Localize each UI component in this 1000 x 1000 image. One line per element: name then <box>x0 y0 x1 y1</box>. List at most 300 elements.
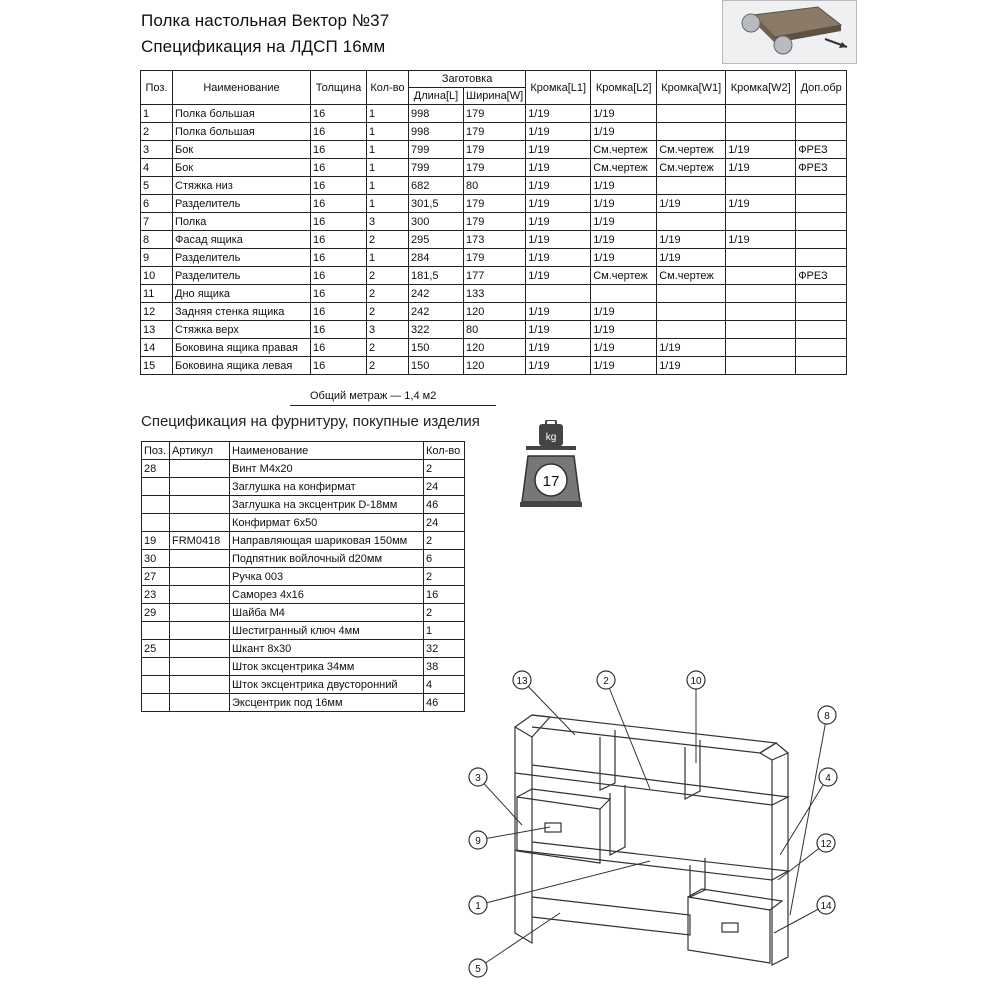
table-cell: 2 <box>424 532 465 550</box>
table-cell: 120 <box>464 339 526 357</box>
table-cell <box>591 285 657 303</box>
table-cell: 1/19 <box>526 231 591 249</box>
table-cell: 1/19 <box>591 231 657 249</box>
table-cell: 6 <box>141 195 173 213</box>
table-cell: 1/19 <box>526 213 591 231</box>
table-cell: 1/19 <box>726 231 796 249</box>
table-cell: 2 <box>424 604 465 622</box>
table-cell: Шестигранный ключ 4мм <box>230 622 424 640</box>
table-cell: 1 <box>141 105 173 123</box>
table-cell <box>726 105 796 123</box>
table-cell <box>170 586 230 604</box>
table-cell: Подпятник войлочный d20мм <box>230 550 424 568</box>
table-cell: 242 <box>409 285 464 303</box>
table-cell <box>796 321 847 339</box>
hw-col-header-qty: Кол-во <box>424 442 465 460</box>
table-cell: 998 <box>409 123 464 141</box>
callout-number: 14 <box>820 901 832 912</box>
col-header-thickness: Толщина <box>311 71 367 105</box>
table-cell <box>796 213 847 231</box>
table-cell: 46 <box>424 496 465 514</box>
table-row <box>141 141 847 159</box>
table-cell: 16 <box>311 285 367 303</box>
table-cell <box>726 357 796 375</box>
table-cell: Ручка 003 <box>230 568 424 586</box>
table-cell: 16 <box>311 177 367 195</box>
col-header-edge-l2: Кромка[L2] <box>591 71 657 105</box>
shelf-outline <box>515 715 788 965</box>
hardware-spec-table <box>141 441 465 712</box>
callout-number: 4 <box>825 773 831 784</box>
table-cell: 1/19 <box>591 105 657 123</box>
table-row <box>141 213 847 231</box>
table-cell: 1/19 <box>526 321 591 339</box>
hw-col-header-article: Артикул <box>170 442 230 460</box>
table-cell: См.чертеж <box>591 141 657 159</box>
table-cell <box>657 303 726 321</box>
callout-number: 12 <box>820 839 832 850</box>
table-cell: 7 <box>141 213 173 231</box>
table-cell: 1/19 <box>657 357 726 375</box>
table-cell: 16 <box>311 267 367 285</box>
table-cell: 1 <box>367 177 409 195</box>
table-cell: 1/19 <box>526 303 591 321</box>
table-cell <box>657 213 726 231</box>
table-cell: 15 <box>141 357 173 375</box>
table-cell <box>657 123 726 141</box>
table-cell: 1/19 <box>591 213 657 231</box>
table-cell: 150 <box>409 357 464 375</box>
table-cell: 2 <box>424 568 465 586</box>
table-cell: Разделитель <box>173 249 311 267</box>
weight-unit: kg <box>545 432 557 443</box>
table-cell: 2 <box>367 267 409 285</box>
table-cell: 179 <box>464 123 526 141</box>
table-cell: Направляющая шариковая 150мм <box>230 532 424 550</box>
table-cell <box>726 177 796 195</box>
table-cell: 295 <box>409 231 464 249</box>
table-cell: 177 <box>464 267 526 285</box>
table-cell: 1/19 <box>726 195 796 213</box>
table-cell <box>170 694 230 712</box>
table-cell <box>142 496 170 514</box>
callout-number: 2 <box>603 676 609 687</box>
table-cell: 179 <box>464 141 526 159</box>
table-cell: 80 <box>464 321 526 339</box>
table-cell <box>142 694 170 712</box>
table-cell: 1/19 <box>591 249 657 267</box>
table-cell <box>170 676 230 694</box>
table-cell <box>796 123 847 141</box>
table-cell: Разделитель <box>173 195 311 213</box>
table-cell: 1/19 <box>526 267 591 285</box>
table-row <box>142 658 465 676</box>
table-cell: 1/19 <box>591 339 657 357</box>
table-cell <box>142 514 170 532</box>
table-cell: Винт М4х20 <box>230 460 424 478</box>
table-cell: 284 <box>409 249 464 267</box>
table-cell <box>142 658 170 676</box>
table-cell: FRM0418 <box>170 532 230 550</box>
table-cell: 1/19 <box>591 303 657 321</box>
table-row <box>142 640 465 658</box>
table-cell <box>142 676 170 694</box>
table-cell: 1/19 <box>657 231 726 249</box>
table-cell: 1 <box>424 622 465 640</box>
table-cell: 179 <box>464 159 526 177</box>
table-cell <box>657 105 726 123</box>
table-cell: Разделитель <box>173 267 311 285</box>
table-cell <box>170 478 230 496</box>
table-cell <box>796 105 847 123</box>
table-row <box>141 159 847 177</box>
table-cell: Конфирмат 6х50 <box>230 514 424 532</box>
table-cell: Бок <box>173 141 311 159</box>
table-row <box>142 460 465 478</box>
col-header-extra: Доп.обр <box>796 71 847 105</box>
product-thumbnail-image <box>723 1 856 63</box>
table-row <box>142 622 465 640</box>
callout-marker <box>513 671 531 689</box>
table-cell <box>726 213 796 231</box>
table-row <box>141 303 847 321</box>
table-cell: 799 <box>409 159 464 177</box>
table-cell: 3 <box>141 141 173 159</box>
table-row <box>141 195 847 213</box>
table-cell: См.чертеж <box>657 141 726 159</box>
table-cell: 1 <box>367 123 409 141</box>
callout-leaders <box>478 680 828 968</box>
table-cell: Фасад ящика <box>173 231 311 249</box>
table-cell <box>726 123 796 141</box>
table-cell <box>170 640 230 658</box>
col-header-edge-w2: Кромка[W2] <box>726 71 796 105</box>
table-cell: 16 <box>311 123 367 141</box>
table-cell: Шайба М4 <box>230 604 424 622</box>
callout-number: 5 <box>475 964 481 975</box>
table-cell: 16 <box>311 339 367 357</box>
table-row <box>141 267 847 285</box>
table-cell <box>796 177 847 195</box>
table-cell: Эксцентрик под 16мм <box>230 694 424 712</box>
table-cell: 181,5 <box>409 267 464 285</box>
table-cell: 1 <box>367 249 409 267</box>
table-row <box>142 550 465 568</box>
callout-marker <box>469 896 487 914</box>
table-cell: 4 <box>424 676 465 694</box>
table-cell: 1/19 <box>591 123 657 141</box>
table-cell: Бок <box>173 159 311 177</box>
table-cell: 1/19 <box>526 159 591 177</box>
table-cell: 179 <box>464 195 526 213</box>
document-subtitle: Спецификация на ЛДСП 16мм <box>141 37 386 56</box>
table-cell: Задняя стенка ящика <box>173 303 311 321</box>
table-cell: 1/19 <box>726 159 796 177</box>
table-row <box>142 532 465 550</box>
table-row <box>141 321 847 339</box>
table-cell: 1 <box>367 159 409 177</box>
table-cell: 16 <box>311 159 367 177</box>
table-cell <box>726 285 796 303</box>
table-cell: 150 <box>409 339 464 357</box>
table-cell: 16 <box>311 321 367 339</box>
hardware-title: Спецификация на фурнитуру, покупные изделия <box>141 413 480 430</box>
table-cell: 179 <box>464 213 526 231</box>
table-cell <box>796 195 847 213</box>
document-title: Полка настольная Вектор №37 <box>141 11 390 30</box>
table-cell <box>726 321 796 339</box>
table-row <box>142 496 465 514</box>
table-cell: 32 <box>424 640 465 658</box>
table-cell: 28 <box>142 460 170 478</box>
table-cell: 6 <box>424 550 465 568</box>
table-cell <box>170 550 230 568</box>
table-cell: 14 <box>141 339 173 357</box>
table-cell <box>657 321 726 339</box>
table-row <box>142 604 465 622</box>
table-cell: ФРЕЗ <box>796 141 847 159</box>
table-cell: 5 <box>141 177 173 195</box>
table-cell: 322 <box>409 321 464 339</box>
table-cell: 242 <box>409 303 464 321</box>
col-header-edge-w1: Кромка[W1] <box>657 71 726 105</box>
table-cell: Полка большая <box>173 123 311 141</box>
weight-value: 17 <box>542 473 560 490</box>
weight-scale-icon <box>520 420 582 510</box>
table-cell <box>170 514 230 532</box>
table-cell <box>170 568 230 586</box>
table-cell: 16 <box>311 303 367 321</box>
table-cell: Боковина ящика правая <box>173 339 311 357</box>
table-row <box>142 478 465 496</box>
total-meter-underline <box>290 405 496 406</box>
table-cell: ФРЕЗ <box>796 267 847 285</box>
callout-marker <box>687 671 705 689</box>
table-cell: 16 <box>311 105 367 123</box>
callout-marker <box>469 831 487 849</box>
table-cell: Шток эксцентрика двусторонний <box>230 676 424 694</box>
table-cell <box>726 267 796 285</box>
table-cell: 1/19 <box>591 195 657 213</box>
table-cell <box>657 285 726 303</box>
table-cell: 12 <box>141 303 173 321</box>
table-cell: 1/19 <box>591 357 657 375</box>
table-row <box>142 514 465 532</box>
table-cell: 179 <box>464 249 526 267</box>
table-cell: 799 <box>409 141 464 159</box>
table-cell: ФРЕЗ <box>796 159 847 177</box>
table-cell: 1/19 <box>526 123 591 141</box>
table-cell: Заглушка на конфирмат <box>230 478 424 496</box>
table-cell: 23 <box>142 586 170 604</box>
table-cell: Заглушка на эксцентрик D-18мм <box>230 496 424 514</box>
table-row <box>141 177 847 195</box>
table-cell: 10 <box>141 267 173 285</box>
table-cell: 1/19 <box>526 339 591 357</box>
table-cell: Шток эксцентрика 34мм <box>230 658 424 676</box>
table-cell: 16 <box>311 249 367 267</box>
table-cell: 3 <box>367 321 409 339</box>
table-cell: 179 <box>464 105 526 123</box>
col-header-blank: Заготовка <box>409 71 526 88</box>
table-cell <box>170 604 230 622</box>
table-cell: 682 <box>409 177 464 195</box>
callout-marker <box>819 768 837 786</box>
table-cell <box>796 339 847 357</box>
table-cell: См.чертеж <box>591 267 657 285</box>
table-cell: 16 <box>424 586 465 604</box>
table-cell <box>726 249 796 267</box>
table-cell: Стяжка низ <box>173 177 311 195</box>
table-cell: См.чертеж <box>591 159 657 177</box>
table-row <box>142 586 465 604</box>
table-cell: 9 <box>141 249 173 267</box>
table-cell: 120 <box>464 357 526 375</box>
table-row <box>141 249 847 267</box>
col-header-pos: Поз. <box>141 71 173 105</box>
table-row <box>141 357 847 375</box>
table-cell: 38 <box>424 658 465 676</box>
table-cell: 30 <box>142 550 170 568</box>
table-cell: 998 <box>409 105 464 123</box>
table-cell: 300 <box>409 213 464 231</box>
table-cell: 1/19 <box>657 195 726 213</box>
table-cell: 133 <box>464 285 526 303</box>
callout-number: 9 <box>475 836 481 847</box>
table-cell: Полка большая <box>173 105 311 123</box>
ldsp-spec-table <box>140 70 847 375</box>
table-row <box>141 285 847 303</box>
table-cell: 8 <box>141 231 173 249</box>
table-cell: Дно ящика <box>173 285 311 303</box>
hw-col-header-name: Наименование <box>230 442 424 460</box>
table-cell: 13 <box>141 321 173 339</box>
col-header-length: Длина[L] <box>409 88 464 105</box>
table-cell: 1/19 <box>657 339 726 357</box>
product-thumbnail <box>722 0 857 64</box>
table-row <box>141 231 847 249</box>
table-cell: 2 <box>367 285 409 303</box>
table-cell: 27 <box>142 568 170 586</box>
table-cell: 80 <box>464 177 526 195</box>
callout-marker <box>817 834 835 852</box>
col-header-name: Наименование <box>173 71 311 105</box>
table-cell: 1/19 <box>526 105 591 123</box>
table-cell: 19 <box>142 532 170 550</box>
callout-number: 10 <box>690 676 702 687</box>
col-header-qty: Кол-во <box>367 71 409 105</box>
table-cell: 24 <box>424 478 465 496</box>
table-cell: 4 <box>141 159 173 177</box>
table-cell <box>142 478 170 496</box>
hw-col-header-pos: Поз. <box>142 442 170 460</box>
table-row <box>142 694 465 712</box>
table-cell: 1 <box>367 195 409 213</box>
table-cell: 1/19 <box>591 321 657 339</box>
table-cell: 120 <box>464 303 526 321</box>
callout-marker <box>818 706 836 724</box>
table-cell <box>726 303 796 321</box>
table-cell: 1/19 <box>526 177 591 195</box>
table-cell: 2 <box>367 231 409 249</box>
callout-marker <box>817 896 835 914</box>
table-row <box>141 123 847 141</box>
table-cell: Полка <box>173 213 311 231</box>
table-cell <box>170 658 230 676</box>
table-cell: 1/19 <box>526 141 591 159</box>
table-cell: 16 <box>311 213 367 231</box>
table-cell: 29 <box>142 604 170 622</box>
callout-marker <box>469 959 487 977</box>
col-header-width: Ширина[W] <box>464 88 526 105</box>
table-cell: 24 <box>424 514 465 532</box>
table-cell: См.чертеж <box>657 159 726 177</box>
table-cell: 301,5 <box>409 195 464 213</box>
table-cell: 1/19 <box>726 141 796 159</box>
table-cell: 16 <box>311 357 367 375</box>
table-cell <box>726 339 796 357</box>
table-cell: 46 <box>424 694 465 712</box>
table-cell <box>796 249 847 267</box>
table-cell: См.чертеж <box>657 267 726 285</box>
total-meter-text: Общий метраж — 1,4 м2 <box>310 390 437 402</box>
col-header-edge-l1: Кромка[L1] <box>526 71 591 105</box>
table-cell: 1/19 <box>526 249 591 267</box>
table-cell: 2 <box>367 357 409 375</box>
table-cell: 3 <box>367 213 409 231</box>
table-cell <box>657 177 726 195</box>
table-cell: 2 <box>141 123 173 141</box>
table-cell: 2 <box>367 303 409 321</box>
table-cell <box>796 285 847 303</box>
table-cell: 25 <box>142 640 170 658</box>
table-row <box>141 339 847 357</box>
table-cell: 1/19 <box>526 195 591 213</box>
callout-number: 8 <box>824 711 830 722</box>
table-row <box>141 105 847 123</box>
callout-number: 13 <box>516 676 528 687</box>
table-cell: Боковина ящика левая <box>173 357 311 375</box>
table-cell: 1 <box>367 105 409 123</box>
table-cell: 1/19 <box>591 177 657 195</box>
total-meter <box>310 390 436 402</box>
table-cell <box>796 357 847 375</box>
table-cell: 1/19 <box>657 249 726 267</box>
table-cell: Шкант 8х30 <box>230 640 424 658</box>
callout-marker <box>597 671 615 689</box>
table-cell: 16 <box>311 231 367 249</box>
table-cell <box>526 285 591 303</box>
assembly-drawing <box>460 665 840 1000</box>
table-cell: 1/19 <box>526 357 591 375</box>
table-cell <box>170 622 230 640</box>
table-cell: 173 <box>464 231 526 249</box>
table-cell: Саморез 4х16 <box>230 586 424 604</box>
table-cell: 2 <box>367 339 409 357</box>
table-cell: 1 <box>367 141 409 159</box>
callout-number: 3 <box>475 773 481 784</box>
table-cell: 16 <box>311 195 367 213</box>
callout-number: 1 <box>475 901 481 912</box>
ldsp-spec-body <box>141 105 847 375</box>
table-row <box>142 676 465 694</box>
callout-marker <box>469 768 487 786</box>
table-cell <box>796 231 847 249</box>
table-cell: Стяжка верх <box>173 321 311 339</box>
table-cell <box>170 460 230 478</box>
table-cell: 11 <box>141 285 173 303</box>
table-cell <box>170 496 230 514</box>
